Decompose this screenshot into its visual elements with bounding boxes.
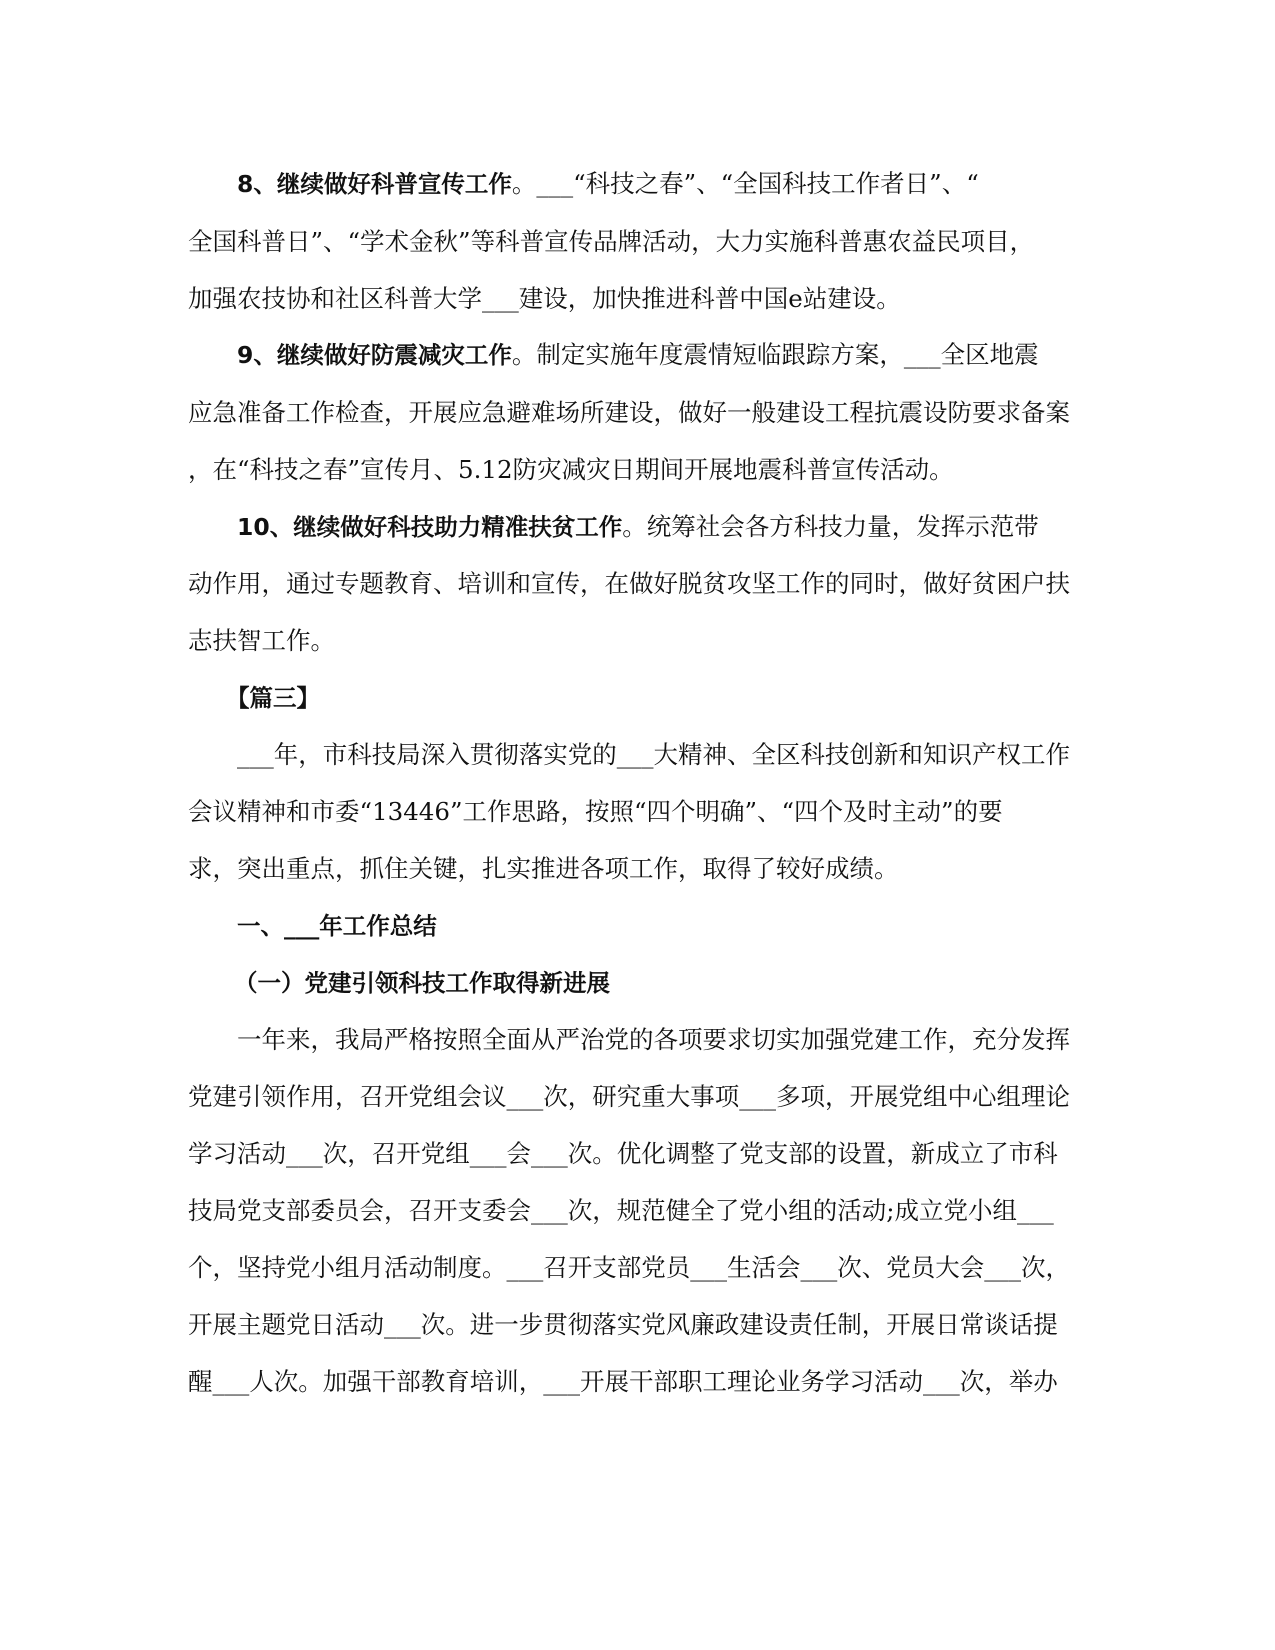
body-line-5: 个，坚持党小组月活动制度。___召开支部党员___生活会___次、党员大会___次， <box>188 1253 1070 1282</box>
body-line-4: 技局党支部委员会，召开支委会___次，规范健全了党小组的活动;成立党小组___ <box>188 1196 1054 1225</box>
body-line-6: 开展主题党日活动___次。进一步贯彻落实党风廉政建设责任制，开展日常谈话提 <box>188 1310 1058 1339</box>
paragraph-9-heading: 9、继续做好防震减灾工作 <box>237 341 512 369</box>
intro-line-3: 求，突出重点，抓住关键，扎实推进各项工作，取得了较好成绩。 <box>188 854 899 883</box>
body-line-1: 一年来，我局严格按照全面从严治党的各项要求切实加强党建工作，充分发挥 <box>237 1025 1070 1054</box>
subheading-one: （一）党建引领科技工作取得新进展 <box>234 969 610 997</box>
paragraph-9-text: 。制定实施年度震情短临跟踪方案，___全区地震 <box>511 340 1039 369</box>
paragraph-8-heading: 8、继续做好科普宣传工作 <box>237 170 512 198</box>
paragraph-9-line-1 <box>237 335 1137 375</box>
paragraph-10-line-2: 动作用，通过专题教育、培训和宣传，在做好脱贫攻坚工作的同时，做好贫困户扶 <box>188 569 1070 598</box>
paragraph-10-text: 。统筹社会各方科技力量，发挥示范带 <box>622 512 1039 541</box>
body-line-3: 学习活动___次，召开党组___会___次。优化调整了党支部的设置，新成立了市科 <box>188 1139 1058 1168</box>
body-line-2: 党建引领作用，召开党组会议___次，研究重大事项___多项，开展党组中心组理论 <box>188 1082 1070 1111</box>
paragraph-9-line-3: ，在“科技之春”宣传月、5.12防灾减灾日期间开展地震科普宣传活动。 <box>188 455 954 484</box>
intro-line-1: ___年，市科技局深入贯彻落实党的___大精神、全区科技创新和知识产权工作 <box>237 740 1070 769</box>
section-label: 【篇三】 <box>226 684 320 712</box>
intro-line-2: 会议精神和市委“13446”工作思路，按照“四个明确”、“四个及时主动”的要 <box>188 797 1003 826</box>
paragraph-10-line-3: 志扶智工作。 <box>188 626 335 655</box>
paragraph-10-line-1 <box>237 507 1137 547</box>
heading-one: 一、___年工作总结 <box>237 912 437 940</box>
paragraph-8-line-2: 全国科普日”、“学术金秋”等科普宣传品牌活动，大力实施科普惠农益民项目， <box>188 227 1035 256</box>
paragraph-8-text: 。___“科技之春”、“全国科技工作者日”、“ <box>511 169 979 198</box>
paragraph-9-line-2: 应急准备工作检查，开展应急避难场所建设，做好一般建设工程抗震设防要求备案 <box>188 398 1070 427</box>
paragraph-8-line-1 <box>237 164 1137 204</box>
paragraph-10-heading: 10、继续做好科技助力精准扶贫工作 <box>237 513 623 541</box>
body-line-7: 醒___人次。加强干部教育培训，___开展干部职工理论业务学习活动___次，举办 <box>188 1367 1058 1396</box>
paragraph-8-line-3: 加强农技协和社区科普大学___建设，加快推进科普中国e站建设。 <box>188 284 901 313</box>
